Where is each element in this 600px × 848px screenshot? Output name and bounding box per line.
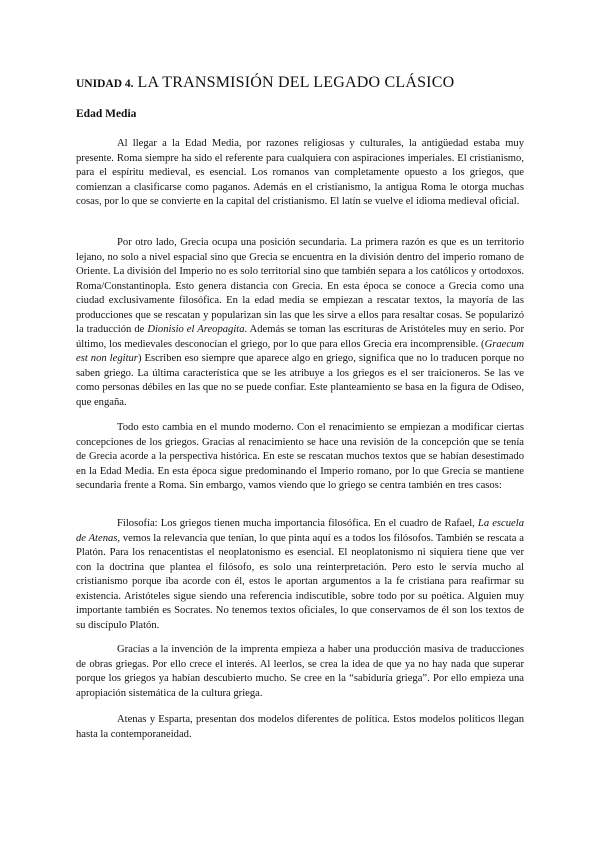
paragraph-politica [76, 713, 524, 742]
paragraph-text: Al llegar a la Edad Media, por razones religiosas y culturales, la antigüedad estaba muy presente. Roma siempre ha sido el referente para cualquiera con aspiraciones imperiales. El cristianismo, para el espíritu medieval, es esencial. Los romanos van completamente opuesto a los griegos, que comienzan a clasificarse como paganos. Además en el cristianismo, la antigua Roma le otorga muchas cosas, por lo que se convierte en la capital del cristianismo. El latín se vuelve el idioma medieval oficial. [76, 138, 524, 207]
paragraph-renacimiento [76, 421, 524, 494]
paragraph-text: Gracias a la invención de la imprenta empieza a haber una producción masiva de traducciones de obras griegas. Por ello crece el interés. Al leerlos, se crea la idea de que ya no hay nada que superar porque los griegos ya habían descubierto mucho. Se cree en la “sabiduría griega”. Por ello empieza una apropiación sistemática de la cultura griega. [76, 644, 524, 699]
section-title: Edad Media [76, 108, 137, 120]
paragraph-text: vemos la relevancia que tenían, lo que pinta aquí es a todos los filósofos. También se rescata a Platón. Para los renacentistas el neoplatonismo es esencial. El neoplatonismo ni siquiera tiene que ver con la doctrina que plantea el filósofo, es solo una reinterpretación. Pero esto le servía mucho al cristianismo porque iba acorde con él, estos le aportan argumentos a la fe cristiana para reafirmar su existencia. Aristóteles sigue siendo una referencia indiscutible, sobre todo por su poética. Alguien muy importante también es Socrates. No tenemos textos oficiales, lo que conservamos de él son los textos de su discípulo Platón. [76, 532, 524, 631]
italic-title: La escuela de Atenas, [76, 518, 524, 544]
unit-label: UNIDAD 4. [76, 78, 134, 90]
unit-title: LA TRANSMISIÓN DEL LEGADO CLÁSICO [137, 74, 455, 91]
paragraph-text: Atenas y Esparta, presentan dos modelos diferentes de política. Estos modelos políticos llegan hasta la contemporaneidad. [76, 714, 524, 740]
italic-title: Dionisio el Areopagita [147, 324, 245, 335]
paragraph-text: . Además se toman las escrituras de Aristóteles muy en serio. Por último, los medievales desconocían el griego, por lo que para ellos Grecia era incomprensible. ( [76, 324, 524, 350]
paragraph-intro [76, 137, 524, 210]
paragraph-text: Por otro lado, Grecia ocupa una posición secundaria. La primera razón es que es un territorio lejano, no solo a nivel espacial sino que Grecia se encuentra en la división dentro del imperio romano de Oriente. La división del Imperio no es solo territorial sino que también separa a los católicos y ortodoxos. Roma/Constantinopla. Esto genera distancia con Grecia. En esta época se conoce a Grecia como una ciudad exclusivamente filosófica. En la edad media se empiezan a rescatar textos, la mayoría de las producciones que se rescatan y popularizan sin las que les sirve a ellos para resaltar cosas. Se popularizó la traducción de [76, 237, 524, 335]
paragraph-filosofia [76, 517, 524, 633]
italic-quote: Graecum est non legitur [76, 338, 524, 364]
paragraph-text: ) Escriben eso siempre que aparece algo en griego, significa que no lo traducen porque no saben griego. La última característica que se les atribuye a los griegos es el ser traicioneros. Se las ve como personas débiles en las que no se puede confiar. Este planteamiento se basa en la figura de Odiseo, que engaña. [76, 353, 524, 408]
unit-heading [76, 73, 454, 94]
paragraph-text: Todo esto cambia en el mundo moderno. Con el renacimiento se empiezan a modificar ciertas concepciones de los griegos. Gracias al renacimiento se hace una revisión de la concepción que se tenía de Grecia acorde a la perspectiva histórica. En este se rescatan muchos textos que se habían desestimado en la Edad Media. En esta época sigue predominando el Imperio romano, por lo que Grecia se mantiene secundaria frente a Roma. Sin embargo, vamos viendo que lo griego se centra también en tres casos: [76, 422, 524, 491]
paragraph-text: Filosofía: Los griegos tienen mucha importancia filosófica. En el cuadro de Rafael, [117, 518, 478, 529]
paragraph-imprenta [76, 643, 524, 701]
paragraph-grecia [76, 236, 524, 410]
